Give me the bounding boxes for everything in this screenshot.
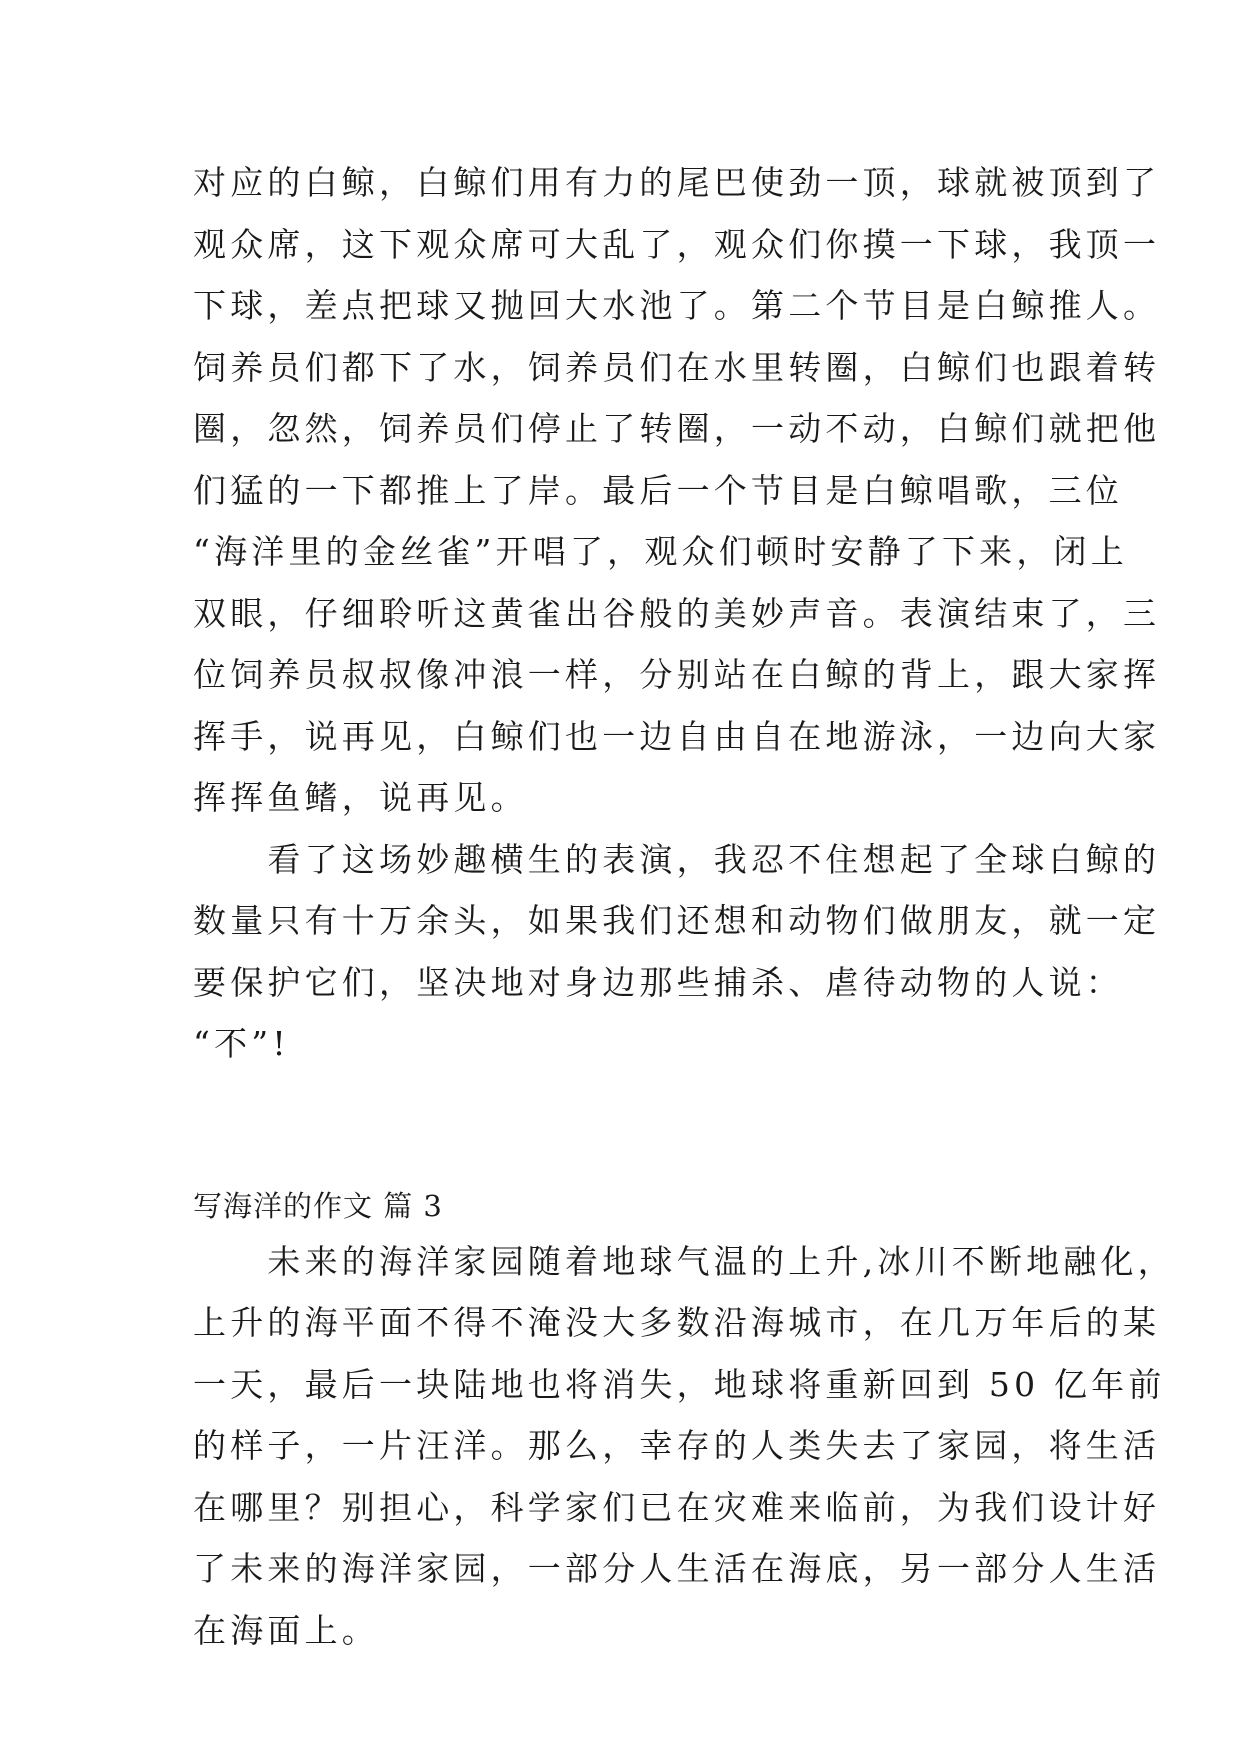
text-line: 观众席，这下观众席可大乱了，观众们你摸一下球，我顶一 bbox=[193, 224, 1161, 264]
text-line: 在哪里？别担心，科学家们已在灾难来临前，为我们设计好 bbox=[193, 1487, 1161, 1527]
text-line: 挥手，说再见，白鲸们也一边自由自在地游泳，一边向大家 bbox=[193, 716, 1161, 756]
paragraph-whale-show bbox=[193, 152, 1161, 829]
text-line: 位饲养员叔叔像冲浪一样，分别站在白鲸的背上，跟大家挥 bbox=[193, 655, 1161, 694]
text-line: “海洋里的金丝雀”开唱了，观众们顿时安静了下来，闭上 bbox=[193, 532, 1128, 571]
text-line: 的样子，一片汪洋。那么，幸存的人类失去了家园，将生活 bbox=[193, 1426, 1161, 1465]
text-line: 要保护它们，坚决地对身边那些捕杀、虐待动物的人说： bbox=[193, 962, 1123, 1002]
text-line: 们猛的一下都推上了岸。最后一个节目是白鲸唱歌，三位 bbox=[193, 470, 1123, 510]
section-heading: 写海洋的作文 篇 3 bbox=[193, 1188, 443, 1223]
text-line: 数量只有十万余头，如果我们还想和动物们做朋友，就一定 bbox=[193, 901, 1161, 940]
text-line: 未来的海洋家园随着地球气温的上升,冰川不断地融化， bbox=[193, 1241, 1175, 1281]
paragraph-ocean-home bbox=[193, 1231, 1175, 1662]
text-line: 下球，差点把球又抛回大水池了。第二个节目是白鲸推人。 bbox=[193, 286, 1161, 325]
text-line: 上升的海平面不得不淹没大多数沿海城市，在几万年后的某 bbox=[193, 1303, 1161, 1342]
paragraph-protect-whales bbox=[193, 829, 1161, 1075]
text-line: “不”! bbox=[193, 1024, 290, 1063]
section-spacer bbox=[193, 1075, 1073, 1181]
text-line: 在海面上。 bbox=[193, 1610, 379, 1650]
text-line: 了未来的海洋家园，一部分人生活在海底，另一部分人生活 bbox=[193, 1549, 1161, 1588]
document-body bbox=[193, 152, 1175, 1661]
text-line: 双眼，仔细聆听这黄雀出谷般的美妙声音。表演结束了，三 bbox=[193, 593, 1161, 633]
text-line: 圈，忽然，饲养员们停止了转圈，一动不动，白鲸们就把他 bbox=[193, 409, 1161, 448]
text-line: 一天，最后一块陆地也将消失，地球将重新回到 50 亿年前 bbox=[193, 1364, 1166, 1404]
text-line: 饲养员们都下了水，饲养员们在水里转圈，白鲸们也跟着转 bbox=[193, 347, 1161, 387]
text-line: 对应的白鲸，白鲸们用有力的尾巴使劲一顶，球就被顶到了 bbox=[193, 163, 1161, 202]
text-line: 看了这场妙趣横生的表演，我忍不住想起了全球白鲸的 bbox=[193, 839, 1161, 879]
text-line: 挥挥鱼鳍，说再见。 bbox=[193, 778, 528, 817]
